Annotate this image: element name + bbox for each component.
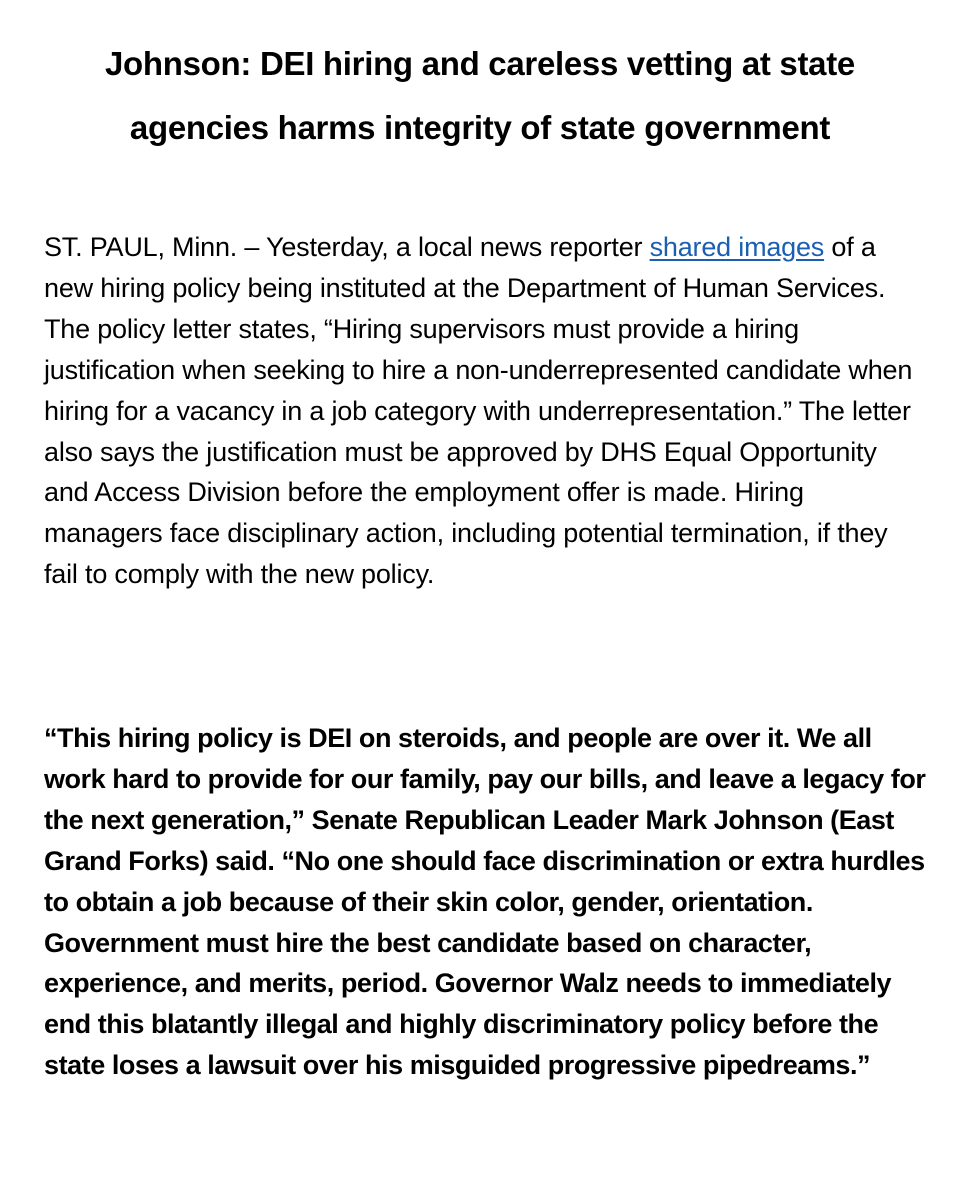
lead-paragraph: [44, 227, 924, 595]
johnson-quote-paragraph: “This hiring policy is DEI on steroids, and people are over it. We all work hard to provide for our family, pay our bills, and leave a legacy for the next generation,” Senate Republican Leader Mark Johnson (East Grand Forks) said. “No one should face discrimination or extra hurdles to obtain a job because of their skin color, gender, orientation. Government must hire the best candidate based on character, experience, and merits, period. Governor Walz needs to immediately end this blatantly illegal and highly discriminatory policy before the state loses a lawsuit over his misguided progressive pipedreams.”: [44, 723, 926, 1081]
article-headline: Johnson: DEI hiring and careless vetting at state agencies harms integrity of state government: [105, 45, 855, 146]
lead-body-text: of a new hiring policy being instituted at the Department of Human Services. The policy letter states, “Hiring supervisors must provide a hiring justification when seeking to hire a non-underrepresented candidate when hiring for a vacancy in a job category with underrepresentation.” The letter also says the justification must be approved by DHS Equal Opportunity and Access Division before the employment offer is made. Hiring managers face disciplinary action, including potential termination, if they fail to comply with the new policy.: [44, 232, 913, 590]
shared-images-link[interactable]: shared images: [649, 232, 825, 262]
lead-dateline-text: ST. PAUL, Minn. – Yesterday, a local news reporter: [44, 232, 650, 262]
